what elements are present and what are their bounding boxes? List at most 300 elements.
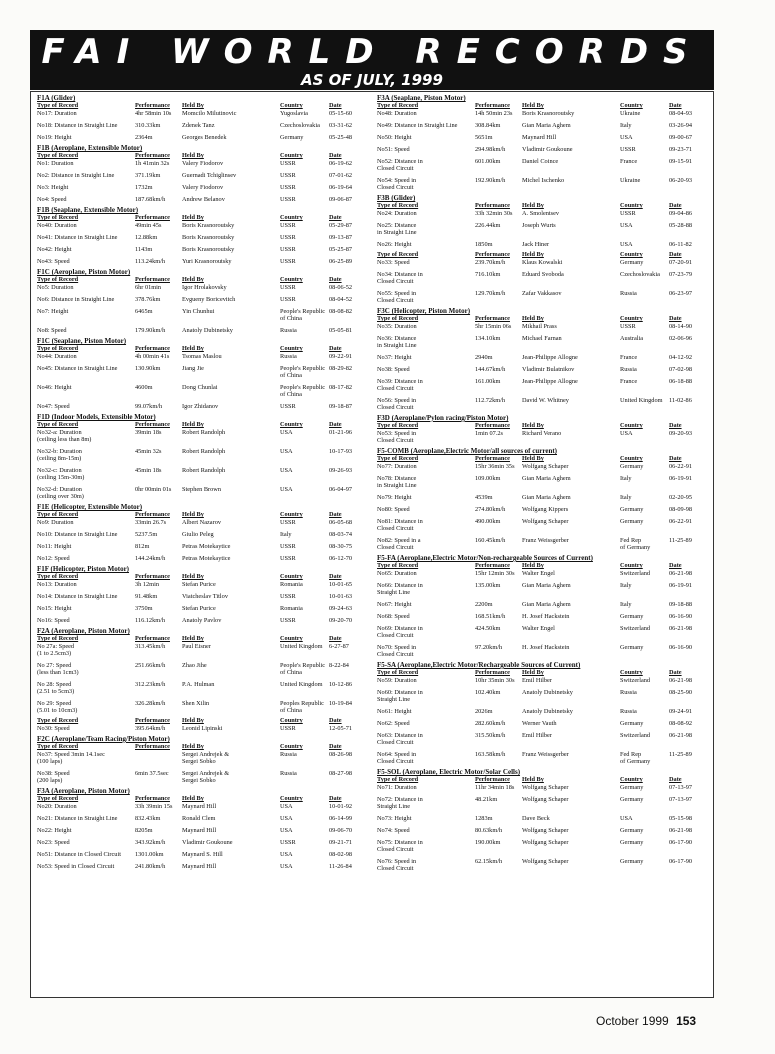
header-performance: Performance	[475, 202, 510, 209]
record-row	[37, 519, 372, 526]
column-header-row	[37, 345, 372, 352]
record-type: No76: Speed in Closed Circuit	[377, 858, 417, 872]
column-header-row	[37, 635, 372, 642]
section-title: F5-COMB (Aeroplane,Electric Motor/all sources of current)	[377, 447, 558, 455]
record-country: USA	[280, 486, 293, 493]
header-country: Country	[280, 421, 303, 428]
record-performance: 6465m	[135, 308, 153, 315]
record-country: France	[620, 158, 638, 165]
record-country: Italy	[620, 601, 632, 608]
record-country: Russia	[620, 366, 637, 373]
record-holder: Leonid Lipinski	[182, 725, 223, 732]
record-date: 09-18-88	[669, 601, 693, 608]
record-holder: Petras Motekaytice	[182, 543, 231, 550]
record-date: 05-05-81	[329, 327, 353, 334]
column-header-row	[377, 776, 712, 783]
record-performance: 716.10km	[475, 271, 501, 278]
column-header-row	[37, 152, 372, 159]
record-date: 12-05-71	[329, 725, 353, 732]
record-type: No17: Duration	[37, 110, 77, 117]
record-type: No81: Distance in Closed Circuit	[377, 518, 423, 532]
record-holder: Anatoly Dubinetsky	[182, 327, 233, 334]
record-type: No56: Speed in Closed Circuit	[377, 397, 417, 411]
record-performance: 99.07km/h	[135, 403, 163, 410]
column-header-row	[37, 717, 372, 724]
record-performance: 1143m	[135, 246, 153, 253]
record-holder: Walter Engel	[522, 570, 555, 577]
header-country: Country	[620, 251, 643, 258]
record-performance: 1301.00km	[135, 851, 164, 858]
record-performance: 91.48km	[135, 593, 158, 600]
record-country: Germany	[620, 506, 644, 513]
record-country: USA	[280, 827, 293, 834]
record-type: No18: Distance in Straight Line	[37, 122, 118, 129]
header-date: Date	[329, 743, 342, 750]
record-type: No64: Speed in Closed Circuit	[377, 751, 417, 765]
record-holder: Albert Nazarov	[182, 519, 221, 526]
record-performance: 4hr 58min 10s	[135, 110, 172, 117]
record-row	[37, 815, 372, 822]
record-holder: Igor Hrolakovsky	[182, 284, 227, 291]
record-date: 07-13-97	[669, 796, 693, 803]
record-country: Germany	[620, 784, 644, 791]
record-row	[37, 160, 372, 167]
record-holder: Petras Motekaytice	[182, 555, 231, 562]
record-holder: Maynard Hill	[182, 803, 217, 810]
record-holder: Gian Maria Aghem	[522, 475, 571, 482]
record-performance: 1732m	[135, 184, 153, 191]
record-row	[377, 366, 712, 373]
record-row	[377, 601, 712, 608]
record-type: No74: Speed	[377, 827, 410, 834]
record-type: No46: Height	[37, 384, 72, 391]
record-performance: 33h 32min 30s	[475, 210, 513, 217]
record-country: Switzerland	[620, 570, 651, 577]
record-row	[377, 796, 712, 810]
record-date: 09-04-86	[669, 210, 693, 217]
record-performance: 33h 39min 15s	[135, 803, 173, 810]
record-country: USA	[280, 429, 293, 436]
record-country: USSR	[280, 258, 296, 265]
record-row	[377, 241, 712, 248]
record-country: Germany	[620, 858, 644, 865]
record-country: USSR	[280, 543, 296, 550]
record-country: Russia	[620, 708, 637, 715]
right-column	[377, 94, 712, 875]
record-type: No51: Distance in Closed Circuit	[37, 851, 121, 858]
record-section	[37, 206, 372, 265]
record-country: Russia	[280, 327, 297, 334]
record-row	[377, 518, 712, 532]
record-row	[37, 122, 372, 129]
record-row	[377, 397, 712, 411]
record-country: Czechoslovakia	[280, 122, 320, 129]
header-performance: Performance	[135, 511, 170, 518]
record-type: No36: Distance in Straight Line	[377, 335, 417, 349]
record-date: 08-09-98	[669, 506, 693, 513]
header-country: Country	[280, 511, 303, 518]
record-type: No69: Distance in Closed Circuit	[377, 625, 423, 639]
record-holder: Viatcheslav Titlov	[182, 593, 228, 600]
record-holder: Valery Fiodorov	[182, 184, 224, 191]
record-row	[377, 475, 712, 489]
header-held-by: Held By	[522, 315, 544, 322]
record-section	[377, 414, 712, 444]
record-performance: 274.80km/h	[475, 506, 506, 513]
record-performance: 282.60km/h	[475, 720, 506, 727]
record-holder: Klaus Kowalski	[522, 259, 563, 266]
record-date: 08-02-98	[329, 851, 353, 858]
record-section	[37, 503, 372, 562]
record-country: USA	[280, 803, 293, 810]
header-country: Country	[280, 795, 303, 802]
record-date: 09-26-93	[329, 467, 353, 474]
record-performance: 135.00km	[475, 582, 501, 589]
record-holder: Sergei Andrejek & Sergei Sobko	[182, 770, 230, 784]
header-country: Country	[620, 202, 643, 209]
header-type: Type of Record	[37, 511, 79, 518]
record-holder: Sergei Andrejek & Sergei Sobko	[182, 751, 230, 765]
record-holder: Maynard S. Hill	[182, 851, 223, 858]
header-country: Country	[280, 345, 303, 352]
record-date: 06-17-90	[669, 839, 693, 846]
header-country: Country	[280, 743, 303, 750]
record-row	[37, 605, 372, 612]
record-performance: 313.45km/h	[135, 643, 166, 650]
record-date: 05-25-87	[329, 246, 353, 253]
record-type: No77: Duration	[377, 463, 417, 470]
record-holder: Gian Maria Aghem	[522, 122, 571, 129]
record-country: USSR	[280, 555, 296, 562]
record-holder: Mikhail Prass	[522, 323, 557, 330]
record-type: No34: Distance in Closed Circuit	[377, 271, 423, 285]
header-date: Date	[669, 422, 682, 429]
header-date: Date	[669, 315, 682, 322]
record-row	[37, 234, 372, 241]
record-performance: 179.90km/h	[135, 327, 166, 334]
record-type: No59: Duration	[377, 677, 417, 684]
record-holder: Jiang Jie	[182, 365, 204, 372]
record-type: No63: Distance in Closed Circuit	[377, 732, 423, 746]
left-column	[37, 94, 372, 873]
section-title: F1A (Glider)	[37, 94, 76, 102]
record-country: France	[620, 378, 638, 385]
record-type: No52: Distance in Closed Circuit	[377, 158, 423, 172]
record-holder: P.A. Hulman	[182, 681, 215, 688]
record-date: 06-19-91	[669, 475, 693, 482]
record-type: No80: Speed	[377, 506, 410, 513]
record-date: 05-15-60	[329, 110, 353, 117]
record-date: 06-21-98	[669, 827, 693, 834]
header-country: Country	[620, 776, 643, 783]
record-holder: Jean-Philippe Allogne	[522, 378, 578, 385]
record-row	[377, 858, 712, 872]
header-type: Type of Record	[37, 102, 79, 109]
record-row	[377, 751, 712, 765]
header-held-by: Held By	[182, 276, 204, 283]
record-country: USA	[280, 863, 293, 870]
record-type: No8: Speed	[37, 327, 67, 334]
record-country: USA	[280, 851, 293, 858]
record-row	[377, 625, 712, 639]
header-type: Type of Record	[377, 562, 419, 569]
record-country: USSR	[280, 160, 296, 167]
record-row	[377, 570, 712, 577]
record-country: USA	[280, 448, 293, 455]
record-date: 08-14-90	[669, 323, 693, 330]
header-held-by: Held By	[182, 214, 204, 221]
record-holder: H. Josef Hackstein	[522, 644, 570, 651]
record-type: No 29: Speed (5.01 to 10cm3)	[37, 700, 78, 714]
header-type: Type of Record	[37, 717, 79, 724]
record-date: 10-17-93	[329, 448, 353, 455]
record-holder: Wolfgang Schaper	[522, 784, 569, 791]
record-type: No51: Speed	[377, 146, 410, 153]
record-performance: 134.10km	[475, 335, 501, 342]
record-row	[37, 486, 372, 500]
header-type: Type of Record	[377, 422, 419, 429]
record-date: 09-23-71	[669, 146, 693, 153]
record-performance: 310.33km	[135, 122, 161, 129]
record-performance: 251.66km/h	[135, 662, 166, 669]
record-holder: Michael Farnan	[522, 335, 562, 342]
record-performance: 3h 12min	[135, 581, 159, 588]
record-date: 08-29-82	[329, 365, 353, 372]
record-row	[377, 271, 712, 285]
header-type: Type of Record	[37, 214, 79, 221]
record-row	[37, 531, 372, 538]
record-row	[37, 863, 372, 870]
section-title: F2A (Aeroplane, Piston Motor)	[37, 627, 130, 635]
record-holder: Dave Beck	[522, 815, 550, 822]
record-type: No79: Height	[377, 494, 412, 501]
record-date: 06-05-68	[329, 519, 353, 526]
record-performance: 14h 50min 23s	[475, 110, 513, 117]
record-holder: Wolfgang Schaper	[522, 518, 569, 525]
record-row	[377, 815, 712, 822]
header-held-by: Held By	[182, 102, 204, 109]
record-date: 8-22-84	[329, 662, 349, 669]
record-performance: 424.50km	[475, 625, 501, 632]
record-section	[377, 94, 712, 191]
record-performance: 80.63km/h	[475, 827, 503, 834]
record-holder: Andrew Belanov	[182, 196, 225, 203]
record-row	[377, 827, 712, 834]
record-date: 07-01-62	[329, 172, 353, 179]
record-performance: 2026m	[475, 708, 493, 715]
record-row	[37, 839, 372, 846]
record-date: 11-02-86	[669, 397, 692, 404]
header-date: Date	[669, 562, 682, 569]
section-title: F1B (Aeroplane, Extensible Motor)	[37, 144, 143, 152]
record-row	[37, 296, 372, 303]
record-type: No14: Distance in Straight Line	[37, 593, 118, 600]
header-date: Date	[669, 669, 682, 676]
record-type: No13: Duration	[37, 581, 77, 588]
record-row	[377, 784, 712, 791]
record-country: USSR	[280, 222, 296, 229]
record-holder: Guernadi Tchiglinsev	[182, 172, 237, 179]
record-date: 06-17-90	[669, 858, 693, 865]
record-row	[37, 751, 372, 765]
record-holder: Wolfgang Schaper	[522, 858, 569, 865]
record-section	[37, 268, 372, 334]
record-section	[37, 565, 372, 624]
record-row	[377, 110, 712, 117]
record-holder: Robert Randolph	[182, 467, 226, 474]
record-holder: Dong Chunlai	[182, 384, 218, 391]
record-row	[37, 384, 372, 398]
record-holder: Tsomas Maslou	[182, 353, 222, 360]
record-type: No37: Speed 3min 14.1sec (100 laps)	[37, 751, 105, 765]
header-country: Country	[280, 152, 303, 159]
header-performance: Performance	[135, 421, 170, 428]
header-held-by: Held By	[182, 421, 204, 428]
record-row	[37, 643, 372, 657]
header-held-by: Held By	[522, 251, 544, 258]
record-performance: 144.24km/h	[135, 555, 166, 562]
record-performance: 11hr 34min 18s	[475, 784, 515, 791]
record-holder: Daniel Coince	[522, 158, 559, 165]
record-row	[37, 700, 372, 714]
record-performance: 5651m	[475, 134, 493, 141]
record-date: 06-22-91	[669, 518, 693, 525]
record-row	[377, 210, 712, 217]
record-type: No65: Duration	[377, 570, 417, 577]
record-type: No6: Distance in Straight Line	[37, 296, 115, 303]
record-holder: Stefan Purice	[182, 581, 216, 588]
header-date: Date	[669, 776, 682, 783]
record-country: Fed Rep of Germany	[620, 537, 651, 551]
record-performance: 4539m	[475, 494, 493, 501]
record-date: 06-16-90	[669, 644, 693, 651]
record-row	[37, 258, 372, 265]
record-country: Yugoslavia	[280, 110, 308, 117]
header-performance: Performance	[475, 776, 510, 783]
record-country: Italy	[620, 122, 632, 129]
record-country: USSR	[280, 246, 296, 253]
record-performance: 1283m	[475, 815, 493, 822]
header-country: Country	[620, 422, 643, 429]
record-type: No32-c: Duration (ceiling 15m-30m)	[37, 467, 85, 481]
record-performance: 129.70km/h	[475, 290, 506, 297]
header-country: Country	[280, 573, 303, 580]
record-country: Russia	[280, 751, 297, 758]
header-performance: Performance	[135, 345, 170, 352]
record-holder: Momcilo Milutinovic	[182, 110, 237, 117]
record-holder: Jean-Philippe Allogne	[522, 354, 578, 361]
record-row	[37, 681, 372, 695]
record-row	[377, 839, 712, 853]
record-date: 06-25-89	[329, 258, 353, 265]
record-country: USA	[620, 134, 633, 141]
record-section	[377, 661, 712, 765]
record-type: No 27: Speed (less than 1cm3)	[37, 662, 79, 676]
record-country: Ukraine	[620, 110, 641, 117]
record-section	[377, 447, 712, 551]
header-country: Country	[280, 214, 303, 221]
record-date: 08-27-98	[329, 770, 353, 777]
record-type: No53: Speed in Closed Circuit	[377, 430, 417, 444]
record-type: No53: Speed in Closed Circuit	[37, 863, 115, 870]
record-performance: 15hr 36min 35s	[475, 463, 515, 470]
record-row	[37, 222, 372, 229]
record-holder: Jack Hiner	[522, 241, 550, 248]
record-holder: Ronald Clem	[182, 815, 216, 822]
header-type: Type of Record	[37, 573, 79, 580]
record-type: No32-d: Duration (ceiling over 30m)	[37, 486, 84, 500]
record-holder: Vladimir Bulatnikov	[522, 366, 575, 373]
record-section	[37, 337, 372, 410]
record-holder: Yin Chunhui	[182, 308, 215, 315]
record-date: 05-15-98	[669, 815, 693, 822]
record-date: 09-18-87	[329, 403, 353, 410]
record-row	[377, 222, 712, 236]
record-holder: Valery Fiodorov	[182, 160, 224, 167]
column-header-row	[37, 421, 372, 428]
record-type: No38: Speed	[377, 366, 410, 373]
record-section	[37, 735, 372, 784]
record-country: Romania	[280, 605, 303, 612]
record-section	[377, 307, 712, 411]
record-type: No7: Height	[37, 308, 69, 315]
record-country: Switzerland	[620, 732, 651, 739]
record-date: 06-21-98	[669, 625, 693, 632]
record-section	[37, 144, 372, 203]
section-title: F3D (Aeroplane/Pylon racing/Piston Motor)	[377, 414, 509, 422]
record-date: 04-12-92	[669, 354, 693, 361]
record-holder: Evgueny Boricevitch	[182, 296, 236, 303]
record-date: 02-06-96	[669, 335, 693, 342]
record-holder: Shen Xilin	[182, 700, 210, 707]
record-holder: Stephen Brown	[182, 486, 222, 493]
record-performance: 6min 37.5sec	[135, 770, 169, 777]
record-type: No32-b: Duration (ceiling 8m-15m)	[37, 448, 82, 462]
record-performance: 812m	[135, 543, 150, 550]
record-country: Germany	[620, 259, 644, 266]
header-country: Country	[620, 102, 643, 109]
header-performance: Performance	[135, 717, 170, 724]
record-country: Italy	[620, 475, 632, 482]
record-type: No71: Duration	[377, 784, 417, 791]
record-holder: Eduard Svoboda	[522, 271, 564, 278]
record-performance: 226.44km	[475, 222, 501, 229]
record-row	[377, 134, 712, 141]
record-holder: H. Josef Hackstein	[522, 613, 570, 620]
record-performance: 161.00km	[475, 378, 501, 385]
record-row	[37, 308, 372, 322]
record-performance: 12.88km	[135, 234, 158, 241]
record-performance: 39min 18s	[135, 429, 162, 436]
record-date: 08-08-82	[329, 308, 353, 315]
record-country: Peoples Republic of China	[280, 700, 324, 714]
record-performance: 10hr 35min 30s	[475, 677, 515, 684]
record-row	[377, 323, 712, 330]
column-header-row	[37, 743, 372, 750]
record-date: 06-14-99	[329, 815, 353, 822]
header-performance: Performance	[135, 214, 170, 221]
record-type: No 28: Speed (2.51 to 5cm3)	[37, 681, 75, 695]
record-type: No16: Speed	[37, 617, 70, 624]
record-holder: Zafar Vakkasov	[522, 290, 562, 297]
record-type: No33: Speed	[377, 259, 410, 266]
record-country: Fed Rep of Germany	[620, 751, 651, 765]
record-type: No68: Speed	[377, 613, 410, 620]
record-performance: 1850m	[475, 241, 493, 248]
record-performance: 163.58km/h	[475, 751, 506, 758]
column-header-row	[377, 202, 712, 209]
header-country: Country	[620, 562, 643, 569]
